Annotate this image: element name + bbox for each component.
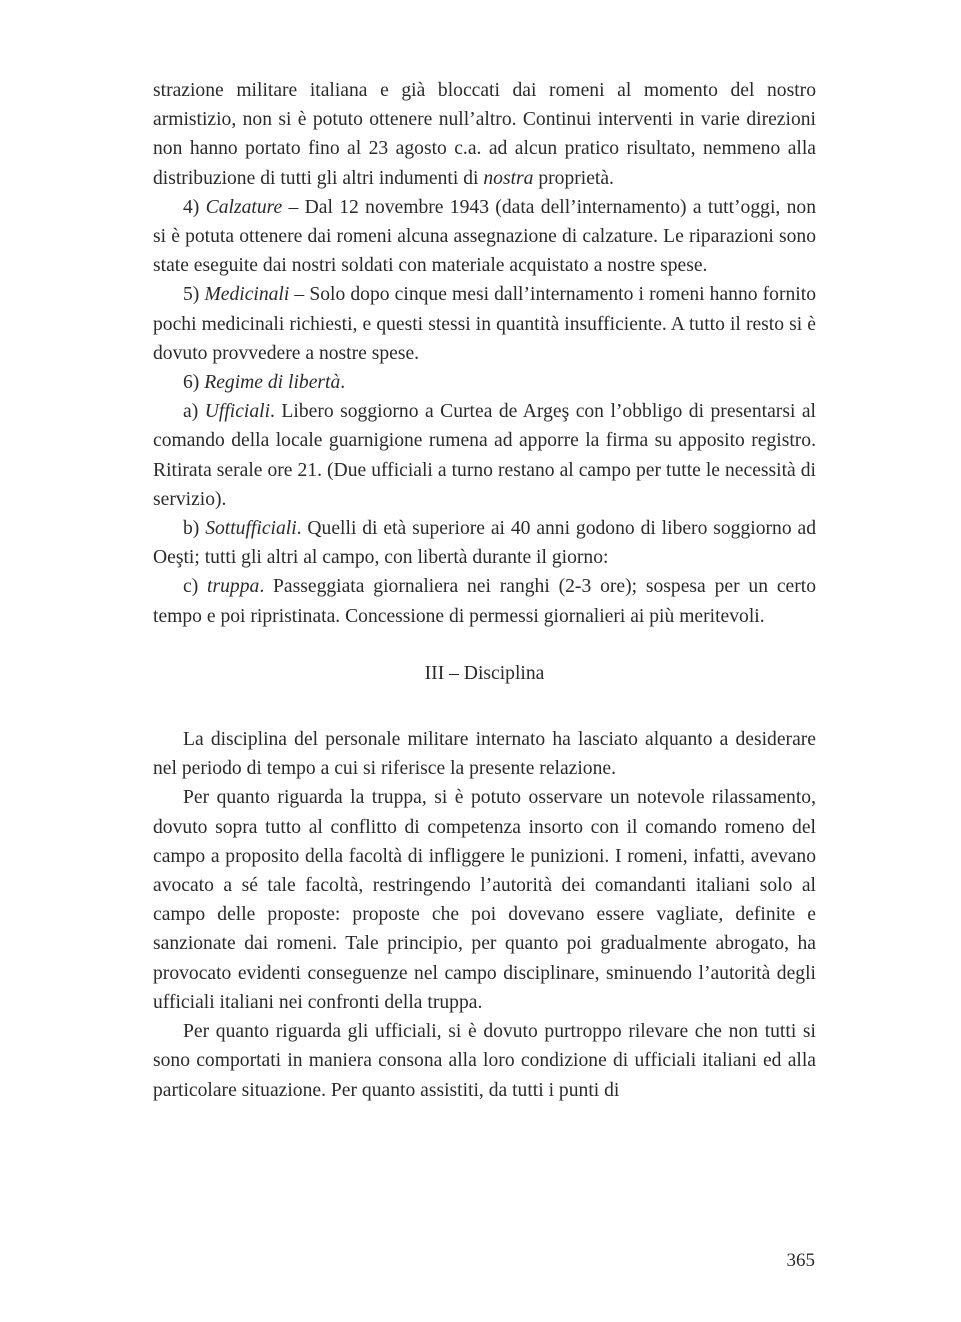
paragraph-truppa: c) truppa. Passeggiata giornaliera nei ranghi (2-3 ore); sospesa per un certo tempo e poi ripristinata. Concessione di permessi giornalieri ai più meritevoli.	[153, 576, 816, 627]
paragraph-disciplina-truppa: Per quanto riguarda la truppa, si è potuto osservare un notevole rilassamento, dovuto sopra tutto al conflitto di competenza insorto con il comando romeno del campo a proposito della facoltà di infliggere le punizioni. I romeni, infatti, avevano avocato a sé tale facoltà, restringendo l’autorità dei comandanti italiani solo al campo delle proposte: proposte che poi dovevano essere vagliate, definite e sanzionate dai romeni. Tale principio, per quanto poi gradualmente abrogato, ha provocato evidenti conseguenze nel campo disciplinare, sminuendo l’autorità degli ufficiali italiani nei confronti della truppa.	[153, 787, 816, 1013]
paragraph-regime-liberta: 6) Regime di libertà.	[183, 372, 346, 394]
item-title-ufficiali: Ufficiali	[204, 401, 271, 423]
paragraph-medicinali: 5) Medicinali – Solo dopo cinque mesi dall’internamento i romeni hanno fornito pochi medicinali richiesti, e questi stessi in quantità insufficiente. A tutto il resto si è dovuto provvedere a nostre spese.	[153, 284, 816, 364]
paragraph-sottufficiali: b) Sottufficiali. Quelli di età superiore ai 40 anni godono di libero soggiorno ad Oeşti; tutti gli altri al campo, con libertà durante il giorno:	[153, 518, 816, 569]
page-body	[153, 76, 816, 1105]
paragraph-ufficiali: a) Ufficiali. Libero soggiorno a Curtea de Argeş con l’obbligo di presentarsi al comando della locale guarnigione rumena ad apporre la firma su apposito registro. Ritirata serale ore 21. (Due ufficiali a turno restano al campo per tutte le necessità di servizio).	[153, 401, 817, 510]
paragraph-disciplina-intro: La disciplina del personale militare internato ha lasciato alquanto a desiderare nel periodo di tempo a cui si riferisce la presente relazione.	[153, 729, 816, 780]
item-title-sottufficiali: Sottufficiali	[205, 518, 297, 540]
section-heading-disciplina: III – Disciplina	[424, 662, 545, 684]
item-title-medicinali: Medicinali	[204, 284, 290, 306]
paragraph-disciplina-ufficiali: Per quanto riguarda gli ufficiali, si è dovuto purtroppo rilevare che non tutti si sono comportati in maniera consona alla loro condizione di ufficiali italiani ed alla particolare situazione. Per quanto assistiti, da tutti i punti di	[153, 1021, 816, 1101]
emphasis-nostra: nostra	[483, 167, 534, 189]
paragraph-calzature: 4) Calzature – Dal 12 novembre 1943 (data dell’internamento) a tutt’oggi, non si è potuta ottenere dai romeni alcuna assegnazione di calzature. Le riparazioni sono state eseguite dai nostri soldati con materiale acquistato a nostre spese.	[153, 196, 816, 277]
item-title-regime-liberta: Regime di libertà	[204, 372, 341, 394]
paragraph-clothing-continued: strazione militare italiana e già bloccati dai romeni al momento del nostro armistizio, non si è potuto ottenere null’altro. Continui interventi in varie direzioni non hanno portato fino al 23 agosto c.a. ad alcun pratico risultato, nemmeno alla distribuzione di tutti gli altri indumenti di nostra proprietà.	[153, 80, 816, 189]
item-title-calzature: Calzature	[205, 196, 283, 218]
item-title-truppa: truppa	[207, 576, 260, 598]
page-number: 365	[786, 1250, 815, 1271]
